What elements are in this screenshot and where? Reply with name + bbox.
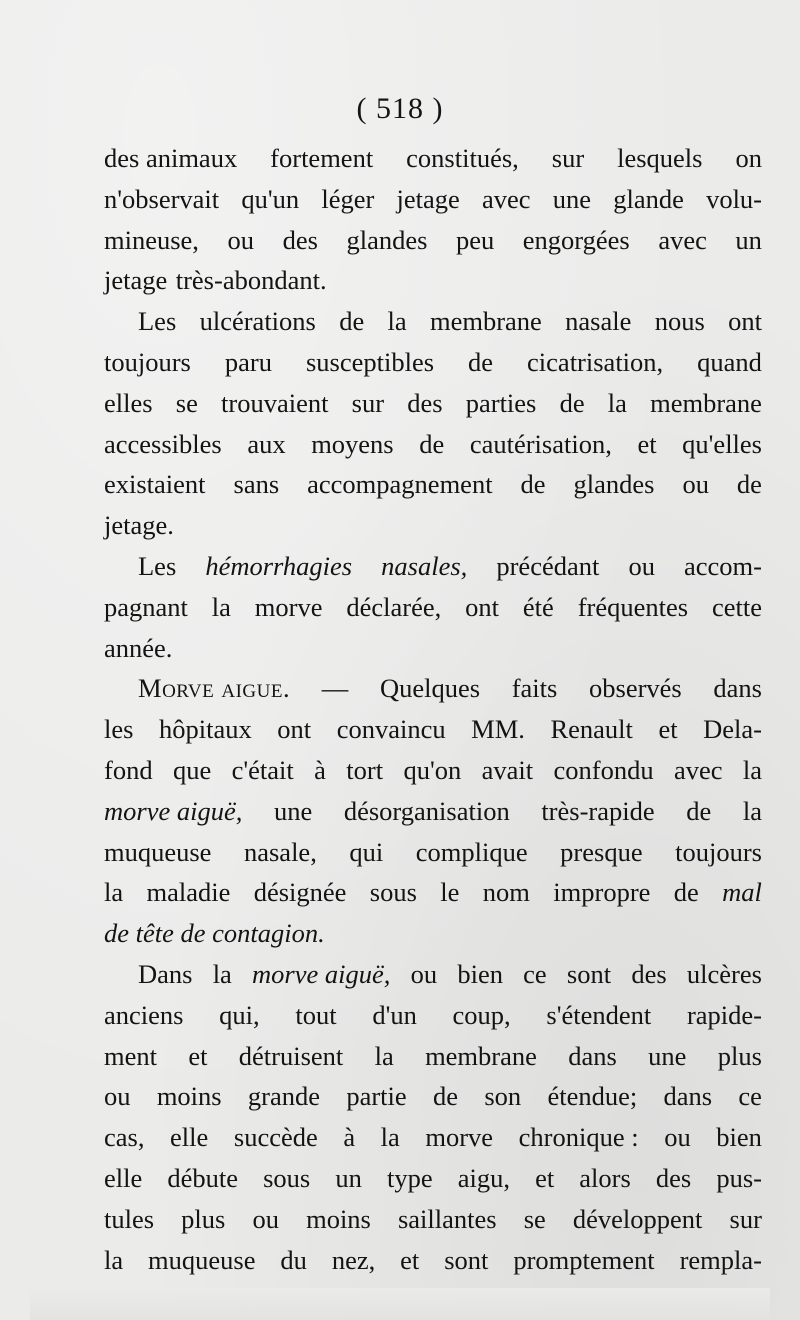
word: ou [227,224,254,255]
word: grande [247,1081,321,1112]
word: détruisent [238,1040,344,1071]
word: année. [104,632,173,663]
text-line [104,220,762,261]
word: membrane [425,1040,537,1071]
word: avec [673,754,723,785]
word: morve aiguë, [104,795,243,826]
word: ment [104,1040,157,1071]
word: alors [579,1162,631,1193]
word: la [387,306,407,337]
text-line [104,383,762,424]
word: une [552,183,592,214]
text-line [104,709,762,750]
word: ont [277,714,312,745]
text-line [104,791,762,832]
word: nasale, [243,836,317,867]
word: on [735,143,762,173]
word: dans [663,1081,713,1112]
word: promptement [513,1244,655,1275]
word: susceptibles [305,346,435,377]
word: trouvaient [221,387,329,418]
text-line [104,342,762,383]
word: nasales, [381,550,468,581]
word: Quelques [379,673,481,704]
word: muqueuse [104,836,212,867]
word: ulcérations [199,306,316,337]
word: la [607,387,627,418]
word: Renault [550,714,633,745]
text-line [104,1036,762,1077]
word: faits [511,673,558,704]
word: elles [104,387,153,418]
text-line [104,505,762,546]
page-bottom-edge [30,1288,770,1320]
text-line [104,179,762,220]
word: elle [170,1122,209,1153]
word: paru [224,346,272,377]
word: le [440,877,460,908]
word: débute [167,1162,238,1193]
word: ont [728,306,762,337]
word: avait [481,754,534,785]
word: moins [156,1081,222,1112]
word: précédant [496,550,600,581]
word: avec [658,224,707,255]
word: nasale [565,306,632,337]
body-text [104,138,762,1280]
word: son [484,1081,522,1112]
word: léger [321,183,375,214]
word: convaincu [336,714,446,745]
word: la [104,877,124,908]
word: glandes [573,469,655,500]
word: de [339,306,365,337]
word: jetage [396,183,460,214]
text-line [104,628,762,669]
text-line [104,872,762,913]
word: constitués, [406,143,519,173]
word: rapide- [686,999,762,1030]
word: et [637,428,657,459]
text-line [104,546,762,587]
word: pagnant [104,591,188,622]
word: de [736,469,762,500]
word: la [742,754,762,785]
word: les [104,714,134,745]
word: impropre [553,877,651,908]
word: elle [104,1162,143,1193]
word: accompagnement [307,469,493,500]
word: — [321,673,349,704]
word: quand [697,346,762,377]
word: sont [566,958,612,989]
word: une [648,1040,687,1071]
text-line [104,1199,762,1240]
word: mal [722,877,762,908]
word: sans [233,469,280,500]
word: cas, [104,1122,145,1153]
word: morve [254,591,323,622]
word: du [280,1244,307,1275]
word: fortement [270,143,374,173]
word: engorgées [522,224,630,255]
word: avec [482,183,531,214]
word: sont [444,1244,489,1275]
word: la [212,958,232,989]
text-line [104,832,762,873]
word: jetage [104,265,168,296]
word: de [419,428,445,459]
word: cette [711,591,762,622]
word: tout [295,999,337,1030]
word: toujours [104,346,191,377]
word: nez, [331,1244,376,1275]
word: muqueuse [148,1244,256,1275]
word: jetage. [104,510,174,541]
word: tules [104,1203,155,1234]
word: à [314,754,326,785]
word: ce [523,958,547,989]
word: existaient [104,469,206,500]
word: anciens [104,999,184,1030]
word: glandes [346,224,428,255]
word: mineuse, [104,224,199,255]
word: et [535,1162,555,1193]
text-line [104,995,762,1036]
word: morve [425,1122,494,1153]
word: glande [613,183,684,214]
word: bien [457,958,503,989]
word: parties [465,387,537,418]
word: de [468,346,494,377]
word: développent [572,1203,703,1234]
word: déclarée, [346,591,442,622]
word: membrane [650,387,762,418]
word: complique [415,836,528,867]
text-line [104,138,762,179]
word: se [175,387,198,418]
word: observés [589,673,682,704]
word: une [273,795,313,826]
word: dans [568,1040,617,1071]
word: de [520,469,546,500]
word: succède [233,1122,318,1153]
word: sur [351,387,385,418]
word: sous [369,877,417,908]
text-line [104,1076,762,1117]
word: la [380,1122,400,1153]
word: qu'elles [682,428,762,459]
word: Les [138,550,177,581]
word: la [211,591,231,622]
word: la [742,795,762,826]
text-line [104,464,762,505]
word: saillantes [397,1203,497,1234]
word: partie [346,1081,407,1112]
word: et [188,1040,208,1071]
word: fond [104,754,153,785]
word: des [407,387,443,418]
word: nom [482,877,530,908]
word: qu'on [403,754,462,785]
word: à [343,1122,356,1153]
word: ou [682,469,709,500]
word: de [686,795,712,826]
word: ou [410,958,438,989]
word: des animaux [104,143,238,173]
word: s'étendent [546,999,652,1030]
word: de [673,877,699,908]
word: très-abondant. [175,265,327,296]
word: aux [247,428,286,459]
word: Morve aigue. [138,673,291,704]
word: dans [713,673,762,704]
text-line [104,954,762,995]
word: ou [664,1122,691,1153]
text-line [104,1240,762,1281]
word: ou [104,1081,131,1112]
text-line [104,424,762,465]
text-line [104,750,762,791]
word: plus [717,1040,762,1071]
word: n'observait [104,183,220,214]
word: de [432,1081,458,1112]
word: Dela- [703,714,762,745]
word: accom- [684,550,762,581]
text-line [104,587,762,628]
word: que [172,754,212,785]
word: hémorrhagies [205,550,353,581]
word: été [522,591,554,622]
word: lesquels [617,143,703,173]
word: désignée [253,877,347,908]
word: confondu [553,754,654,785]
text-line [104,913,762,954]
word: type [386,1162,433,1193]
word: se [523,1203,546,1234]
word: la [104,1244,124,1275]
word: c'était [231,754,294,785]
word: accessibles [104,428,222,459]
text-line [104,1117,762,1158]
word: ce [738,1081,762,1112]
word: des [282,224,318,255]
word: qui, [219,999,260,1030]
word: peu [455,224,495,255]
word: bien [716,1122,762,1153]
word: Les [138,306,177,337]
word: sur [729,1203,762,1234]
word: Dans [138,958,193,989]
word: et [658,714,678,745]
word: volu- [706,183,762,214]
word: plus [181,1203,226,1234]
text-line [104,668,762,709]
page-number-header: ( 518 ) [356,92,444,125]
word: étendue; [547,1081,638,1112]
text-line [104,301,762,342]
word: toujours [675,836,762,867]
word: coup, [452,999,511,1030]
word: un [335,1162,362,1193]
word: moyens [311,428,394,459]
word: des [631,958,667,989]
text-line [104,260,762,301]
word: nous [654,306,705,337]
word: chronique : [518,1122,639,1153]
word: aigu, [457,1162,510,1193]
word: cautérisation, [469,428,612,459]
word: maladie [146,877,231,908]
word: presque [560,836,643,867]
word: membrane [429,306,542,337]
word: ont [465,591,500,622]
word: moins [306,1203,371,1234]
word: des [655,1162,692,1193]
word: un [735,224,762,255]
word: très-rapide [541,795,655,826]
text-line [104,1158,762,1199]
word: sur [551,143,585,173]
word: morve aiguë, [252,958,391,989]
word: et [400,1244,420,1275]
word: de tête de contagion. [104,918,325,949]
word: qui [349,836,384,867]
word: ou [628,550,655,581]
word: désorganisation [343,795,510,826]
word: pus- [716,1162,762,1193]
word: la [374,1040,394,1071]
word: ulcères [686,958,762,989]
word: d'un [372,999,417,1030]
word: fréquentes [577,591,689,622]
word: ou [252,1203,279,1234]
word: hôpitaux [158,714,252,745]
word: qu'un [241,183,300,214]
word: sous [263,1162,311,1193]
word: cicatrisation, [527,346,664,377]
word: de [559,387,585,418]
word: MM. [471,714,525,745]
word: tort [346,754,384,785]
word: rempla- [679,1244,762,1275]
